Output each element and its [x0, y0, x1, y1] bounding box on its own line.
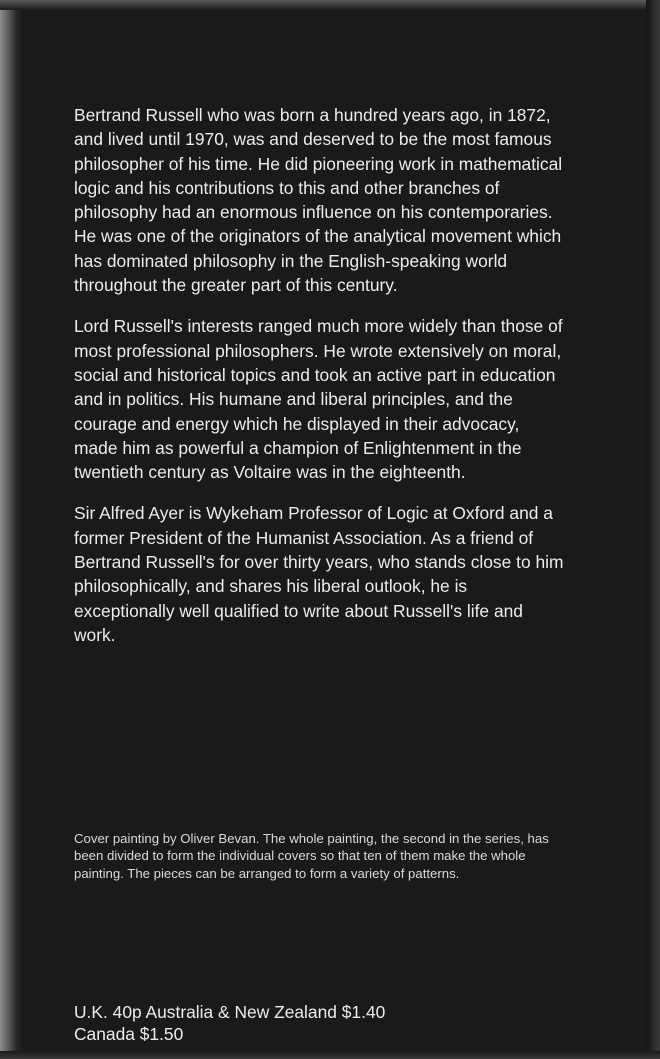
spine-edge [0, 0, 22, 1059]
price-line-canada: Canada $1.50 [74, 1023, 184, 1044]
blurb-paragraph-russell-interests: Lord Russell's interests ranged much more widely than those of most professional philosophers. He wrote extensively on moral, social and historical topics and took an active part in education and in politics. His humane and liberal principles, and the courage and energy which he displayed in their advocacy, made him as powerful a champion of Enlightenment in the twentieth century as Voltaire was in the eighteenth. [74, 316, 563, 483]
top-edge [0, 0, 660, 10]
price-list [74, 1002, 574, 1045]
blurb-paragraph-russell-bio: Bertrand Russell who was born a hundred years ago, in 1872, and lived until 1970, was and deserved to be the most famous philosopher of his time. He did pioneering work in mathematical logic and his contributions to this and other branches of philosophy had an enormous influence on his contemporaries. He was one of the originators of the analytical movement which has dominated philosophy in the English-speaking world throughout the greater part of this century. [74, 105, 563, 296]
blurb-paragraph-author-bio: Sir Alfred Ayer is Wykeham Professor of Logic at Oxford and a former President of the Humanist Association. As a friend of Bertrand Russell's for over thirty years, who stands close to him philosophically, and shares his liberal outlook, he is exceptionally well qualified to write about Russell's life and work. [74, 503, 564, 645]
cover-painting-credit: Cover painting by Oliver Bevan. The whole painting, the second in the series, has been divided to form the individual covers so that ten of them make the whole painting. The pieces can be arranged to form a variety of patterns. [74, 831, 549, 881]
right-edge [646, 0, 660, 1059]
bottom-edge [0, 1051, 660, 1059]
blurb [74, 103, 564, 664]
price-line-uk-australia: U.K. 40p Australia & New Zealand $1.40 [74, 1002, 386, 1022]
